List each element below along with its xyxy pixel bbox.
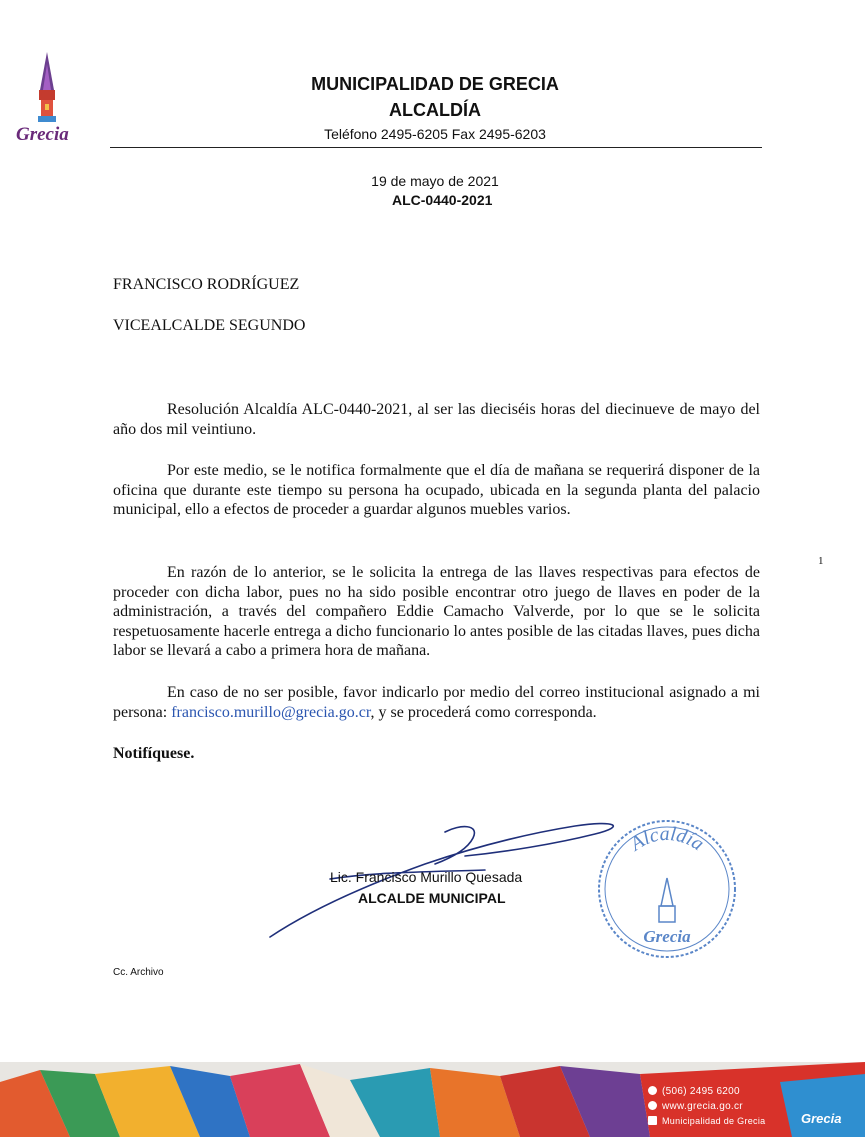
logo-wordmark: Grecia	[16, 124, 69, 145]
document-reference: ALC-0440-2021	[392, 192, 493, 208]
header-phone-fax: Teléfono 2495-6205 Fax 2495-6203	[324, 126, 546, 142]
cc-archive: Cc. Archivo	[113, 967, 164, 978]
paragraph-contact	[113, 683, 760, 722]
globe-icon	[648, 1101, 657, 1110]
footer-phone-text: (506) 2495 6200	[662, 1086, 740, 1097]
document-date: 19 de mayo de 2021	[371, 173, 499, 189]
paragraph-contact-after: , y se procederá como corresponda.	[370, 703, 597, 721]
page-number: 1	[818, 555, 824, 567]
svg-text:Alcaldía	[625, 823, 708, 856]
header-divider	[110, 147, 762, 148]
recipient-name: FRANCISCO RODRÍGUEZ	[113, 276, 300, 293]
recipient-title: VICEALCALDE SEGUNDO	[113, 317, 306, 334]
email-link[interactable]: francisco.murillo@grecia.go.cr	[171, 703, 371, 721]
stamp-bottom-text: Grecia	[643, 927, 691, 946]
signer-name: Lic. Francisco Murillo Quesada	[330, 869, 523, 885]
signer-title: ALCALDE MUNICIPAL	[358, 890, 506, 906]
footer-website[interactable]	[648, 1101, 743, 1112]
footer-facebook[interactable]	[648, 1116, 765, 1126]
closing-notice: Notifíquese.	[113, 745, 195, 762]
footer-phone	[648, 1086, 740, 1097]
paragraph-resolution: Resolución Alcaldía ALC-0440-2021, al ser las dieciséis horas del diecinueve de mayo del año dos mil veintiuno.	[113, 401, 760, 438]
stamp-top-text: Alcaldía	[626, 822, 708, 856]
footer-brand: Grecia	[801, 1111, 842, 1126]
organization-name: MUNICIPALIDAD DE GRECIA	[311, 74, 559, 94]
facebook-icon	[648, 1116, 657, 1125]
footer-facebook-text: Municipalidad de Grecia	[662, 1116, 766, 1126]
phone-icon	[648, 1086, 657, 1095]
footer-website-text: www.grecia.go.cr	[662, 1101, 743, 1112]
paragraph-notification: Por este medio, se le notifica formalmente que el día de mañana se requerirá disponer de la oficina que durante este tiempo su persona ha ocupado, ubicada en la segunda planta del palacio municipal, ello a efectos de proceder a guardar algunos muebles varios.	[113, 462, 760, 518]
paragraph-contact-before: En caso de no ser posible, favor indicarlo por medio del correo institucional asignado a mi persona:	[113, 684, 760, 721]
municipality-logo	[14, 50, 86, 150]
department-name: ALCALDÍA	[389, 100, 481, 120]
paragraph-keys-request: En razón de lo anterior, se le solicita la entrega de las llaves respectivas para efectos de proceder con dicha labor, pues no ha sido posible encontrar otro juego de llaves en poder de la administración, a través del compañero Eddie Camacho Valverde, por lo que se le solicita respetuosamente hacerle entrega a dicho funcionario lo antes posible de las citadas llaves, pues dicha labor se llevará a cabo a primera hora de mañana.	[113, 564, 760, 659]
alcaldia-stamp	[596, 818, 738, 960]
